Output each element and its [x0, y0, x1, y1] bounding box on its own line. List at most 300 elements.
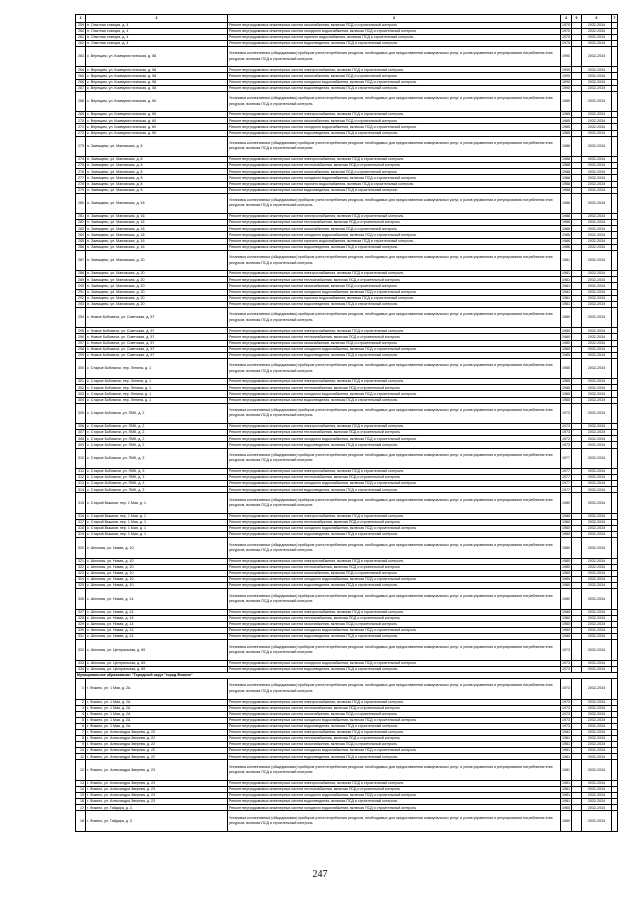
work-description-cell: Ремонт внутридомовых инженерных систем электроснабжения, включая ПСД и строительный контроль — [228, 424, 561, 430]
address-cell: с. Шеломы, ул. Новая, д. 14 — [86, 634, 228, 640]
year-cell: 1985 — [562, 391, 570, 396]
row-number: 327 — [76, 609, 86, 615]
period-cell: 2032-2034 — [582, 22, 612, 28]
column-header: 7 — [612, 15, 618, 23]
address-cell: п. Заимщево, ул. Мановская, д. 8 — [86, 163, 228, 169]
address-cell: с. Новые Бобовичи, ул. Советская, д. 57 — [86, 307, 228, 328]
year-cell: 1986 — [562, 244, 570, 249]
work-description-cell: Ремонт внутридомовых инженерных систем холодного водоснабжения, включая ПСД и строительный контроль — [228, 717, 561, 723]
address-cell: с. Новые Бобовичи, ул. Советская, д. 57 — [86, 328, 228, 334]
period-cell: 2032-2034 — [582, 112, 612, 118]
year-cell: 1980 — [561, 307, 572, 328]
year-cell: 1980 — [562, 571, 570, 576]
period-cell: 2032-2034 — [582, 157, 612, 163]
empty-cell — [612, 307, 618, 328]
address-cell: г. Фокино, ул. 1 Мая, д. 2А — [86, 699, 228, 705]
row-number: 5 — [76, 717, 86, 723]
address-cell: п. Заимщево, ул. Мановская, д. 16 — [86, 214, 228, 220]
work-description-cell: Ремонт внутридомовых инженерных систем теплоснабжения, включая ПСД и строительный контроль — [228, 787, 561, 793]
address-cell: п. Заимщево, ул. Мановская, д. 20 — [86, 283, 228, 289]
address-cell: с. Старые Бобовичи, ул. ПМК, д. 2 — [86, 430, 228, 436]
period-cell: 2032-2034 — [582, 238, 612, 244]
period-cell: 2032-2034 — [582, 660, 612, 666]
period-cell: 2032-2034 — [582, 564, 612, 570]
year-cell: 1980 — [562, 334, 570, 339]
row-number: 259 — [76, 22, 86, 28]
empty-cell — [612, 46, 618, 67]
year-cell: 1985 — [562, 397, 570, 402]
period-cell: 2032-2034 — [582, 346, 612, 352]
work-description-cell: Ремонт внутридомовых инженерных систем газоснабжения, включая ПСД и строительный контроль — [228, 226, 561, 232]
period-cell: 2032-2034 — [582, 711, 612, 717]
row-number: 261 — [76, 34, 86, 40]
row-number: 305 — [76, 403, 86, 424]
address-cell: с. Старые Бобовичи, ул. ПМК, д. 3 — [86, 469, 228, 475]
row-number: 16 — [76, 799, 86, 805]
work-description-cell: Ремонт внутридомовых инженерных систем холодного водоснабжения, включая ПСД и строительный контроль — [228, 124, 561, 130]
address-cell: п. Заимщево, ул. Мановская, д. 20 — [86, 277, 228, 283]
work-description-cell: Ремонт внутридомовых инженерных систем холодного водоснабжения, включая ПСД и строительный контроль — [228, 481, 561, 487]
row-number: 307 — [76, 430, 86, 436]
table-row — [76, 760, 618, 781]
row-number: 314 — [76, 487, 86, 493]
work-description-cell: Ремонт внутридомовых инженерных систем водоотведения, включая ПСД и строительный контроль — [228, 187, 561, 193]
work-description-cell: Ремонт внутридомовых инженерных систем холодного водоснабжения, включая ПСД и строительный контроль — [228, 628, 561, 634]
period-cell: 2032-2034 — [582, 583, 612, 589]
work-description-cell: Ремонт внутридомовых инженерных систем горячего водоснабжения, включая ПСД и строительный контроль — [228, 34, 561, 40]
address-cell: с. Шеломы, ул. Новая, д. 10 — [86, 577, 228, 583]
year-cell: 1980 — [562, 514, 570, 519]
period-cell: 2032-2034 — [582, 679, 612, 700]
year-cell: 1985 — [562, 130, 570, 135]
capital-repair-table — [75, 14, 618, 832]
address-cell: п. Заимщево, ул. Мановская, д. 8 — [86, 187, 228, 193]
address-cell: с. Верещим, ул. Коммунистическая, д. 58 — [86, 73, 228, 79]
year-cell: 1980 — [562, 340, 570, 345]
year-cell: 1980 — [562, 628, 570, 633]
year-cell: 1981 — [562, 277, 570, 282]
table-row — [76, 46, 618, 67]
table-row — [76, 403, 618, 424]
year-cell: 1973 — [562, 436, 570, 441]
work-description-cell: Установка коллективных (общедомовых) приборов учета потребления ресурсов, необходимых для предоставления коммунальных услуг, и узлов управления и регулирования потребления этих ресурсов, включая ПСД и строительный контроль — [228, 760, 561, 781]
work-description-cell: Ремонт внутридомовых инженерных систем теплоснабжения, включая ПСД и строительный контроль — [228, 430, 561, 436]
year-cell: 1981 — [562, 799, 570, 804]
empty-cell — [572, 193, 582, 214]
work-description-cell: Установка коллективных (общедомовых) приборов учета потребления ресурсов, необходимых для предоставления коммунальных услуг, и узлов управления и регулирования потребления этих ресурсов, включая ПСД и строительный контроль — [228, 538, 561, 559]
row-number: 6 — [76, 723, 86, 729]
row-number: 313 — [76, 481, 86, 487]
row-number: 288 — [76, 271, 86, 277]
address-cell: г. Фокино, ул. 1 Мая, д. 2А — [86, 711, 228, 717]
year-cell: 1986 — [561, 193, 572, 214]
empty-cell — [572, 250, 582, 271]
work-description-cell: Ремонт внутридомовых инженерных систем газоснабжения, включая ПСД и строительный контроль — [228, 73, 561, 79]
work-description-cell: Ремонт внутридомовых инженерных систем холодного водоснабжения, включая ПСД и строительный контроль — [228, 289, 561, 295]
address-cell: с. Шеломы, ул. Центральная, д. 89 — [86, 666, 228, 672]
year-cell: 1981 — [562, 271, 570, 276]
period-cell: 2032-2034 — [582, 289, 612, 295]
table-row — [76, 250, 618, 271]
row-number: 297 — [76, 340, 86, 346]
period-cell: 2032-2034 — [582, 640, 612, 661]
year-cell: 1980 — [562, 520, 570, 525]
period-cell: 2032-2034 — [582, 538, 612, 559]
period-cell: 2032-2034 — [582, 352, 612, 358]
table-row — [76, 448, 618, 469]
work-description-cell: Ремонт внутридомовых инженерных систем теплоснабжения, включая ПСД и строительный контроль — [228, 277, 561, 283]
period-cell: 2032-2034 — [582, 469, 612, 475]
row-number: 4 — [76, 711, 86, 717]
work-description-cell: Установка коллективных (общедомовых) приборов учета потребления ресурсов, необходимых для предоставления коммунальных услуг, и узлов управления и регулирования потребления этих ресурсов, включая ПСД и строительный контроль — [228, 193, 561, 214]
row-number: 302 — [76, 385, 86, 391]
year-cell: 1985 — [561, 91, 572, 112]
year-cell: 1981 — [562, 736, 570, 741]
address-cell: п. Опытная станция, д. 4 — [86, 34, 228, 40]
row-number: 326 — [76, 589, 86, 610]
work-description-cell: Установка коллективных (общедомовых) приборов учета потребления ресурсов, необходимых для предоставления коммунальных услуг, и узлов управления и регулирования потребления этих ресурсов, включая ПСД и строительный контроль — [228, 358, 561, 379]
empty-cell — [612, 640, 618, 661]
empty-cell — [572, 538, 582, 559]
work-description-cell: Ремонт внутридомовых инженерных систем холодного водоснабжения, включая ПСД и строительный контроль — [228, 232, 561, 238]
period-cell: 2032-2034 — [582, 811, 612, 832]
address-cell: г. Фокино, ул. Александра Зверева, д. 23 — [86, 787, 228, 793]
work-description-cell: Ремонт внутридомовых инженерных систем холодного водоснабжения, включая ПСД и строительный контроль — [228, 436, 561, 442]
year-cell: 1980 — [562, 352, 570, 357]
empty-cell — [572, 640, 582, 661]
period-cell: 2032-2034 — [582, 742, 612, 748]
work-description-cell: Ремонт внутридомовых инженерных систем теплоснабжения, включая ПСД и строительный контроль — [228, 475, 561, 481]
period-cell: 2032-2034 — [582, 220, 612, 226]
period-cell: 2032-2034 — [582, 723, 612, 729]
period-cell: 2032-2034 — [582, 430, 612, 436]
table-row — [76, 811, 618, 832]
row-number: 10 — [76, 748, 86, 754]
work-description-cell: Установка коллективных (общедомовых) приборов учета потребления ресурсов, необходимых для предоставления коммунальных услуг, и узлов управления и регулирования потребления этих ресурсов, включая ПСД и строительный контроль — [228, 640, 561, 661]
empty-cell — [572, 760, 582, 781]
address-cell: п. Заимщево, ул. Мановская, д. 8 — [86, 157, 228, 163]
work-description-cell: Ремонт внутридомовых инженерных систем электроснабжения, включая ПСД и строительный контроль — [228, 558, 561, 564]
year-cell: 1980 — [562, 526, 570, 531]
period-cell: 2032-2034 — [582, 34, 612, 40]
row-number: 316 — [76, 513, 86, 519]
period-cell: 2032-2034 — [582, 46, 612, 67]
row-number: 308 — [76, 436, 86, 442]
address-cell: с. Старые Бобовичи, пер. Ленина, д. 1 — [86, 358, 228, 379]
period-cell: 2032-2034 — [582, 271, 612, 277]
table-row — [76, 640, 618, 661]
work-description-cell: Ремонт внутридомовых инженерных систем водоотведения, включая ПСД и строительный контроль — [228, 85, 561, 91]
row-number: 2 — [76, 699, 86, 705]
period-cell: 2032-2034 — [582, 385, 612, 391]
period-cell: 2032-2034 — [582, 214, 612, 220]
address-cell: с. Шеломы, ул. Новая, д. 14 — [86, 621, 228, 627]
row-number: 264 — [76, 67, 86, 73]
work-description-cell: Ремонт внутридомовых инженерных систем электроснабжения, включая ПСД и строительный контроль — [228, 328, 561, 334]
work-description-cell: Установка коллективных (общедомовых) приборов учета потребления ресурсов, необходимых для предоставления коммунальных услуг, и узлов управления и регулирования потребления этих ресурсов, включая ПСД и строительный контроль — [228, 589, 561, 610]
address-cell: г. Фокино, ул. Александра Зверева, д. 22 — [86, 736, 228, 742]
address-cell: с. Шеломы, ул. Новая, д. 10 — [86, 538, 228, 559]
work-description-cell: Ремонт внутридомовых инженерных систем газоснабжения, включая ПСД и строительный контроль — [228, 283, 561, 289]
table-row — [76, 91, 618, 112]
work-description-cell: Ремонт внутридомовых инженерных систем водоотведения, включая ПСД и строительный контроль — [228, 532, 561, 538]
period-cell: 2032-2034 — [582, 699, 612, 705]
address-cell: п. Заимщево, ул. Мановская, д. 20 — [86, 250, 228, 271]
address-cell: п. Опытная станция, д. 4 — [86, 28, 228, 34]
period-cell: 2032-2034 — [582, 424, 612, 430]
period-cell: 2032-2034 — [582, 40, 612, 46]
row-number: 260 — [76, 28, 86, 34]
table-row — [76, 589, 618, 610]
period-cell: 2032-2034 — [582, 244, 612, 250]
work-description-cell: Ремонт внутридомовых инженерных систем холодного водоснабжения, включая ПСД и строительный контроль — [228, 577, 561, 583]
empty-cell — [572, 136, 582, 157]
period-cell: 2032-2034 — [582, 67, 612, 73]
year-cell: 1973 — [562, 667, 570, 671]
year-cell: 1980 — [562, 616, 570, 621]
row-number: 300 — [76, 358, 86, 379]
year-cell: 1960 — [561, 811, 572, 832]
row-number: 281 — [76, 214, 86, 220]
period-cell: 2032-2034 — [582, 475, 612, 481]
address-cell: с. Старый Вышков, пер. 1 Мая, д. 1 — [86, 493, 228, 514]
period-cell: 2032-2034 — [582, 729, 612, 735]
address-cell: п. Опытная станция, д. 4 — [86, 22, 228, 28]
work-description-cell: Ремонт внутридомовых инженерных систем водоотведения, включая ПСД и строительный контроль — [228, 487, 561, 493]
row-number: 275 — [76, 163, 86, 169]
column-header: 4 — [561, 15, 572, 23]
year-cell: 1980 — [562, 346, 570, 351]
row-number: 270 — [76, 118, 86, 124]
empty-cell — [612, 811, 618, 832]
row-number: 289 — [76, 277, 86, 283]
empty-cell — [572, 493, 582, 514]
column-header: 2 — [86, 15, 228, 23]
year-cell: 1973 — [562, 424, 570, 429]
row-number: 306 — [76, 424, 86, 430]
address-cell: с. Старые Бобовичи, ул. ПМК, д. 2 — [86, 424, 228, 430]
period-cell: 2032-2034 — [582, 780, 612, 786]
address-cell: п. Опытная станция, д. 4 — [86, 40, 228, 46]
period-cell: 2032-2034 — [582, 520, 612, 526]
year-cell: 1980 — [562, 558, 570, 563]
work-description-cell: Ремонт внутридомовых инженерных систем водоотведения, включая ПСД и строительный контроль — [228, 583, 561, 589]
work-description-cell: Установка коллективных (общедомовых) приборов учета потребления ресурсов, необходимых для предоставления коммунальных услуг, и узлов управления и регулирования потребления этих ресурсов, включая ПСД и строительный контроль — [228, 448, 561, 469]
row-number: 298 — [76, 346, 86, 352]
address-cell: с. Шеломы, ул. Центральная, д. 89 — [86, 640, 228, 661]
period-cell: 2032-2034 — [582, 340, 612, 346]
period-cell: 2032-2034 — [582, 754, 612, 760]
year-cell: 1973 — [561, 679, 572, 700]
row-number: 303 — [76, 391, 86, 397]
row-number: 328 — [76, 615, 86, 621]
row-number: 299 — [76, 352, 86, 358]
period-cell: 2032-2034 — [582, 283, 612, 289]
row-number: 13 — [76, 780, 86, 786]
row-number: 282 — [76, 220, 86, 226]
period-cell: 2032-2034 — [582, 118, 612, 124]
period-cell: 2032-2034 — [582, 403, 612, 424]
period-cell: 2032-2034 — [582, 130, 612, 136]
table-row — [76, 136, 618, 157]
row-number: 17 — [76, 805, 86, 811]
work-description-cell: Ремонт внутридомовых инженерных систем электроснабжения, включая ПСД и строительный контроль — [228, 699, 561, 705]
year-cell: 1985 — [562, 124, 570, 129]
address-cell: с. Шеломы, ул. Новая, д. 14 — [86, 615, 228, 621]
period-cell: 2032-2034 — [582, 169, 612, 175]
empty-cell — [612, 760, 618, 781]
period-cell: 2032-2034 — [582, 307, 612, 328]
row-number: 312 — [76, 475, 86, 481]
row-number: 268 — [76, 91, 86, 112]
period-cell: 2032-2034 — [582, 805, 612, 811]
address-cell: г. Фокино, ул. Александра Зверева, д. 22 — [86, 729, 228, 735]
row-number: 284 — [76, 232, 86, 238]
address-cell: с. Шеломы, ул. Новая, д. 14 — [86, 628, 228, 634]
row-number: 318 — [76, 526, 86, 532]
year-cell: 1988 — [561, 136, 572, 157]
period-cell: 2032-2034 — [582, 436, 612, 442]
row-number: 12 — [76, 760, 86, 781]
address-cell: с. Шеломы, ул. Новая, д. 14 — [86, 589, 228, 610]
work-description-cell: Ремонт внутридомовых инженерных систем холодного водоснабжения, включая ПСД и строительный контроль — [228, 79, 561, 85]
address-cell: п. Заимщево, ул. Мановская, д. 16 — [86, 220, 228, 226]
period-cell: 2032-2034 — [582, 799, 612, 805]
table-row — [76, 538, 618, 559]
year-cell: 1981 — [562, 787, 570, 792]
work-description-cell: Ремонт внутридомовых инженерных систем электроснабжения, включая ПСД и строительный контроль — [228, 157, 561, 163]
page-number: 247 — [312, 869, 328, 880]
address-cell: с. Шеломы, ул. Новая, д. 10 — [86, 564, 228, 570]
row-number: 286 — [76, 244, 86, 250]
work-description-cell: Ремонт внутридомовых инженерных систем холодного водоснабжения, включая ПСД и строительный контроль — [228, 526, 561, 532]
year-cell: 1973 — [562, 430, 570, 435]
year-cell: 1973 — [562, 442, 570, 447]
work-description-cell: Ремонт внутридомовых инженерных систем теплоснабжения, включая ПСД и строительный контроль — [228, 615, 561, 621]
year-cell: 1973 — [562, 699, 570, 704]
work-description-cell: Ремонт внутридомовых инженерных систем водоотведения, включая ПСД и строительный контроль — [228, 754, 561, 760]
year-cell: 1970 — [562, 28, 570, 33]
year-cell: 1980 — [562, 583, 570, 588]
address-cell: с. Старый Вышков, пер. 1 Мая, д. 1 — [86, 532, 228, 538]
year-cell: 1981 — [562, 748, 570, 753]
address-cell: с. Верещим, ул. Коммунистическая, д. 60 — [86, 91, 228, 112]
table-row — [76, 307, 618, 328]
address-cell: с. Старые Бобовичи, пер. Ленина, д. 1 — [86, 391, 228, 397]
work-description-cell: Ремонт внутридомовых инженерных систем газоснабжения, включая ПСД и строительный контроль — [228, 118, 561, 124]
period-cell: 2032-2034 — [582, 187, 612, 193]
table-row — [76, 493, 618, 514]
row-number: 287 — [76, 250, 86, 271]
year-cell: 1977 — [562, 487, 570, 492]
row-number: 304 — [76, 397, 86, 403]
work-description-cell: Установка коллективных (общедомовых) приборов учета потребления ресурсов, необходимых для предоставления коммунальных услуг, и узлов управления и регулирования потребления этих ресурсов, включая ПСД и строительный контроль — [228, 811, 561, 832]
row-number: 293 — [76, 301, 86, 307]
year-cell: 1990 — [562, 85, 570, 90]
address-cell: с. Шеломы, ул. Новая, д. 14 — [86, 609, 228, 615]
empty-cell — [612, 193, 618, 214]
empty-cell — [612, 91, 618, 112]
row-number: 277 — [76, 175, 86, 181]
work-description-cell: Ремонт внутридомовых инженерных систем газоснабжения, включая ПСД и строительный контроль — [228, 570, 561, 576]
row-number: 322 — [76, 564, 86, 570]
year-cell: 1970 — [562, 40, 570, 45]
address-cell: с. Старые Бобовичи, ул. ПМК, д. 3 — [86, 475, 228, 481]
period-cell: 2032-2034 — [582, 615, 612, 621]
year-cell: 1981 — [562, 793, 570, 798]
year-cell: 1980 — [562, 634, 570, 639]
year-cell: 1981 — [562, 730, 570, 735]
work-description-cell: Ремонт внутридомовых инженерных систем водоотведения, включая ПСД и строительный контроль — [228, 352, 561, 358]
row-number: 331 — [76, 634, 86, 640]
year-cell: 1981 — [561, 760, 572, 781]
empty-cell — [572, 679, 582, 700]
address-cell: п. Заимщево, ул. Мановская, д. 16 — [86, 193, 228, 214]
year-cell: 1960 — [562, 805, 570, 810]
period-cell: 2032-2034 — [582, 448, 612, 469]
address-cell: с. Шеломы, ул. Новая, д. 10 — [86, 570, 228, 576]
row-number: 8 — [76, 736, 86, 742]
address-cell: с. Новые Бобовичи, ул. Советская, д. 57 — [86, 340, 228, 346]
period-cell: 2032-2034 — [582, 85, 612, 91]
year-cell: 1985 — [562, 379, 570, 384]
year-cell: 1981 — [562, 781, 570, 786]
work-description-cell: Установка коллективных (общедомовых) приборов учета потребления ресурсов, необходимых для предоставления коммунальных услуг, и узлов управления и регулирования потребления этих ресурсов, включая ПСД и строительный контроль — [228, 136, 561, 157]
period-cell: 2032-2034 — [582, 163, 612, 169]
work-description-cell: Ремонт внутридомовых инженерных систем холодного водоснабжения, включая ПСД и строительный контроль — [228, 660, 561, 666]
period-cell: 2032-2034 — [582, 136, 612, 157]
period-cell: 2032-2034 — [582, 705, 612, 711]
row-number: 263 — [76, 46, 86, 67]
work-description-cell: Ремонт внутридомовых инженерных систем холодного водоснабжения, включая ПСД и строительный контроль — [228, 805, 561, 811]
work-description-cell: Ремонт внутридомовых инженерных систем водоотведения, включая ПСД и строительный контроль — [228, 244, 561, 250]
period-cell: 2032-2034 — [582, 295, 612, 301]
year-cell: 1988 — [562, 187, 570, 192]
address-cell: с. Верещим, ул. Коммунистическая, д. 60 — [86, 118, 228, 124]
work-description-cell: Ремонт внутридомовых инженерных систем холодного водоснабжения, включая ПСД и строительный контроль — [228, 28, 561, 34]
row-number: 271 — [76, 124, 86, 130]
period-cell: 2032-2034 — [582, 621, 612, 627]
address-cell: с. Старый Вышков, пер. 1 Мая, д. 1 — [86, 513, 228, 519]
empty-cell — [572, 403, 582, 424]
period-cell: 2032-2034 — [582, 79, 612, 85]
work-description-cell: Ремонт внутридомовых инженерных систем холодного водоснабжения, включая ПСД и строительный контроль — [228, 175, 561, 181]
address-cell: г. Фокино, ул. Александра Зверева, д. 22 — [86, 754, 228, 760]
empty-cell — [612, 679, 618, 700]
row-number: 9 — [76, 742, 86, 748]
empty-cell — [572, 46, 582, 67]
year-cell: 1973 — [562, 660, 570, 665]
period-cell: 2032-2034 — [582, 717, 612, 723]
work-description-cell: Ремонт внутридомовых инженерных систем водоотведения, включая ПСД и строительный контроль — [228, 799, 561, 805]
year-cell: 1985 — [562, 112, 570, 117]
work-description-cell: Ремонт внутридомовых инженерных систем газоснабжения, включая ПСД и строительный контроль — [228, 742, 561, 748]
period-cell: 2032-2034 — [582, 175, 612, 181]
address-cell: г. Фокино, ул. Гайдара, д. 3 — [86, 811, 228, 832]
period-cell: 2032-2034 — [582, 358, 612, 379]
row-number: 11 — [76, 754, 86, 760]
year-cell: 1977 — [562, 481, 570, 486]
year-cell: 1981 — [562, 289, 570, 294]
period-cell: 2032-2034 — [582, 787, 612, 793]
period-cell: 2032-2034 — [582, 666, 612, 672]
year-cell: 1990 — [562, 67, 570, 72]
work-description-cell: Ремонт внутридомовых инженерных систем теплоснабжения, включая ПСД и строительный контроль — [228, 163, 561, 169]
period-cell: 2032-2034 — [582, 28, 612, 34]
year-cell: 1980 — [562, 565, 570, 570]
period-cell: 2032-2034 — [582, 277, 612, 283]
document-page — [75, 14, 617, 832]
